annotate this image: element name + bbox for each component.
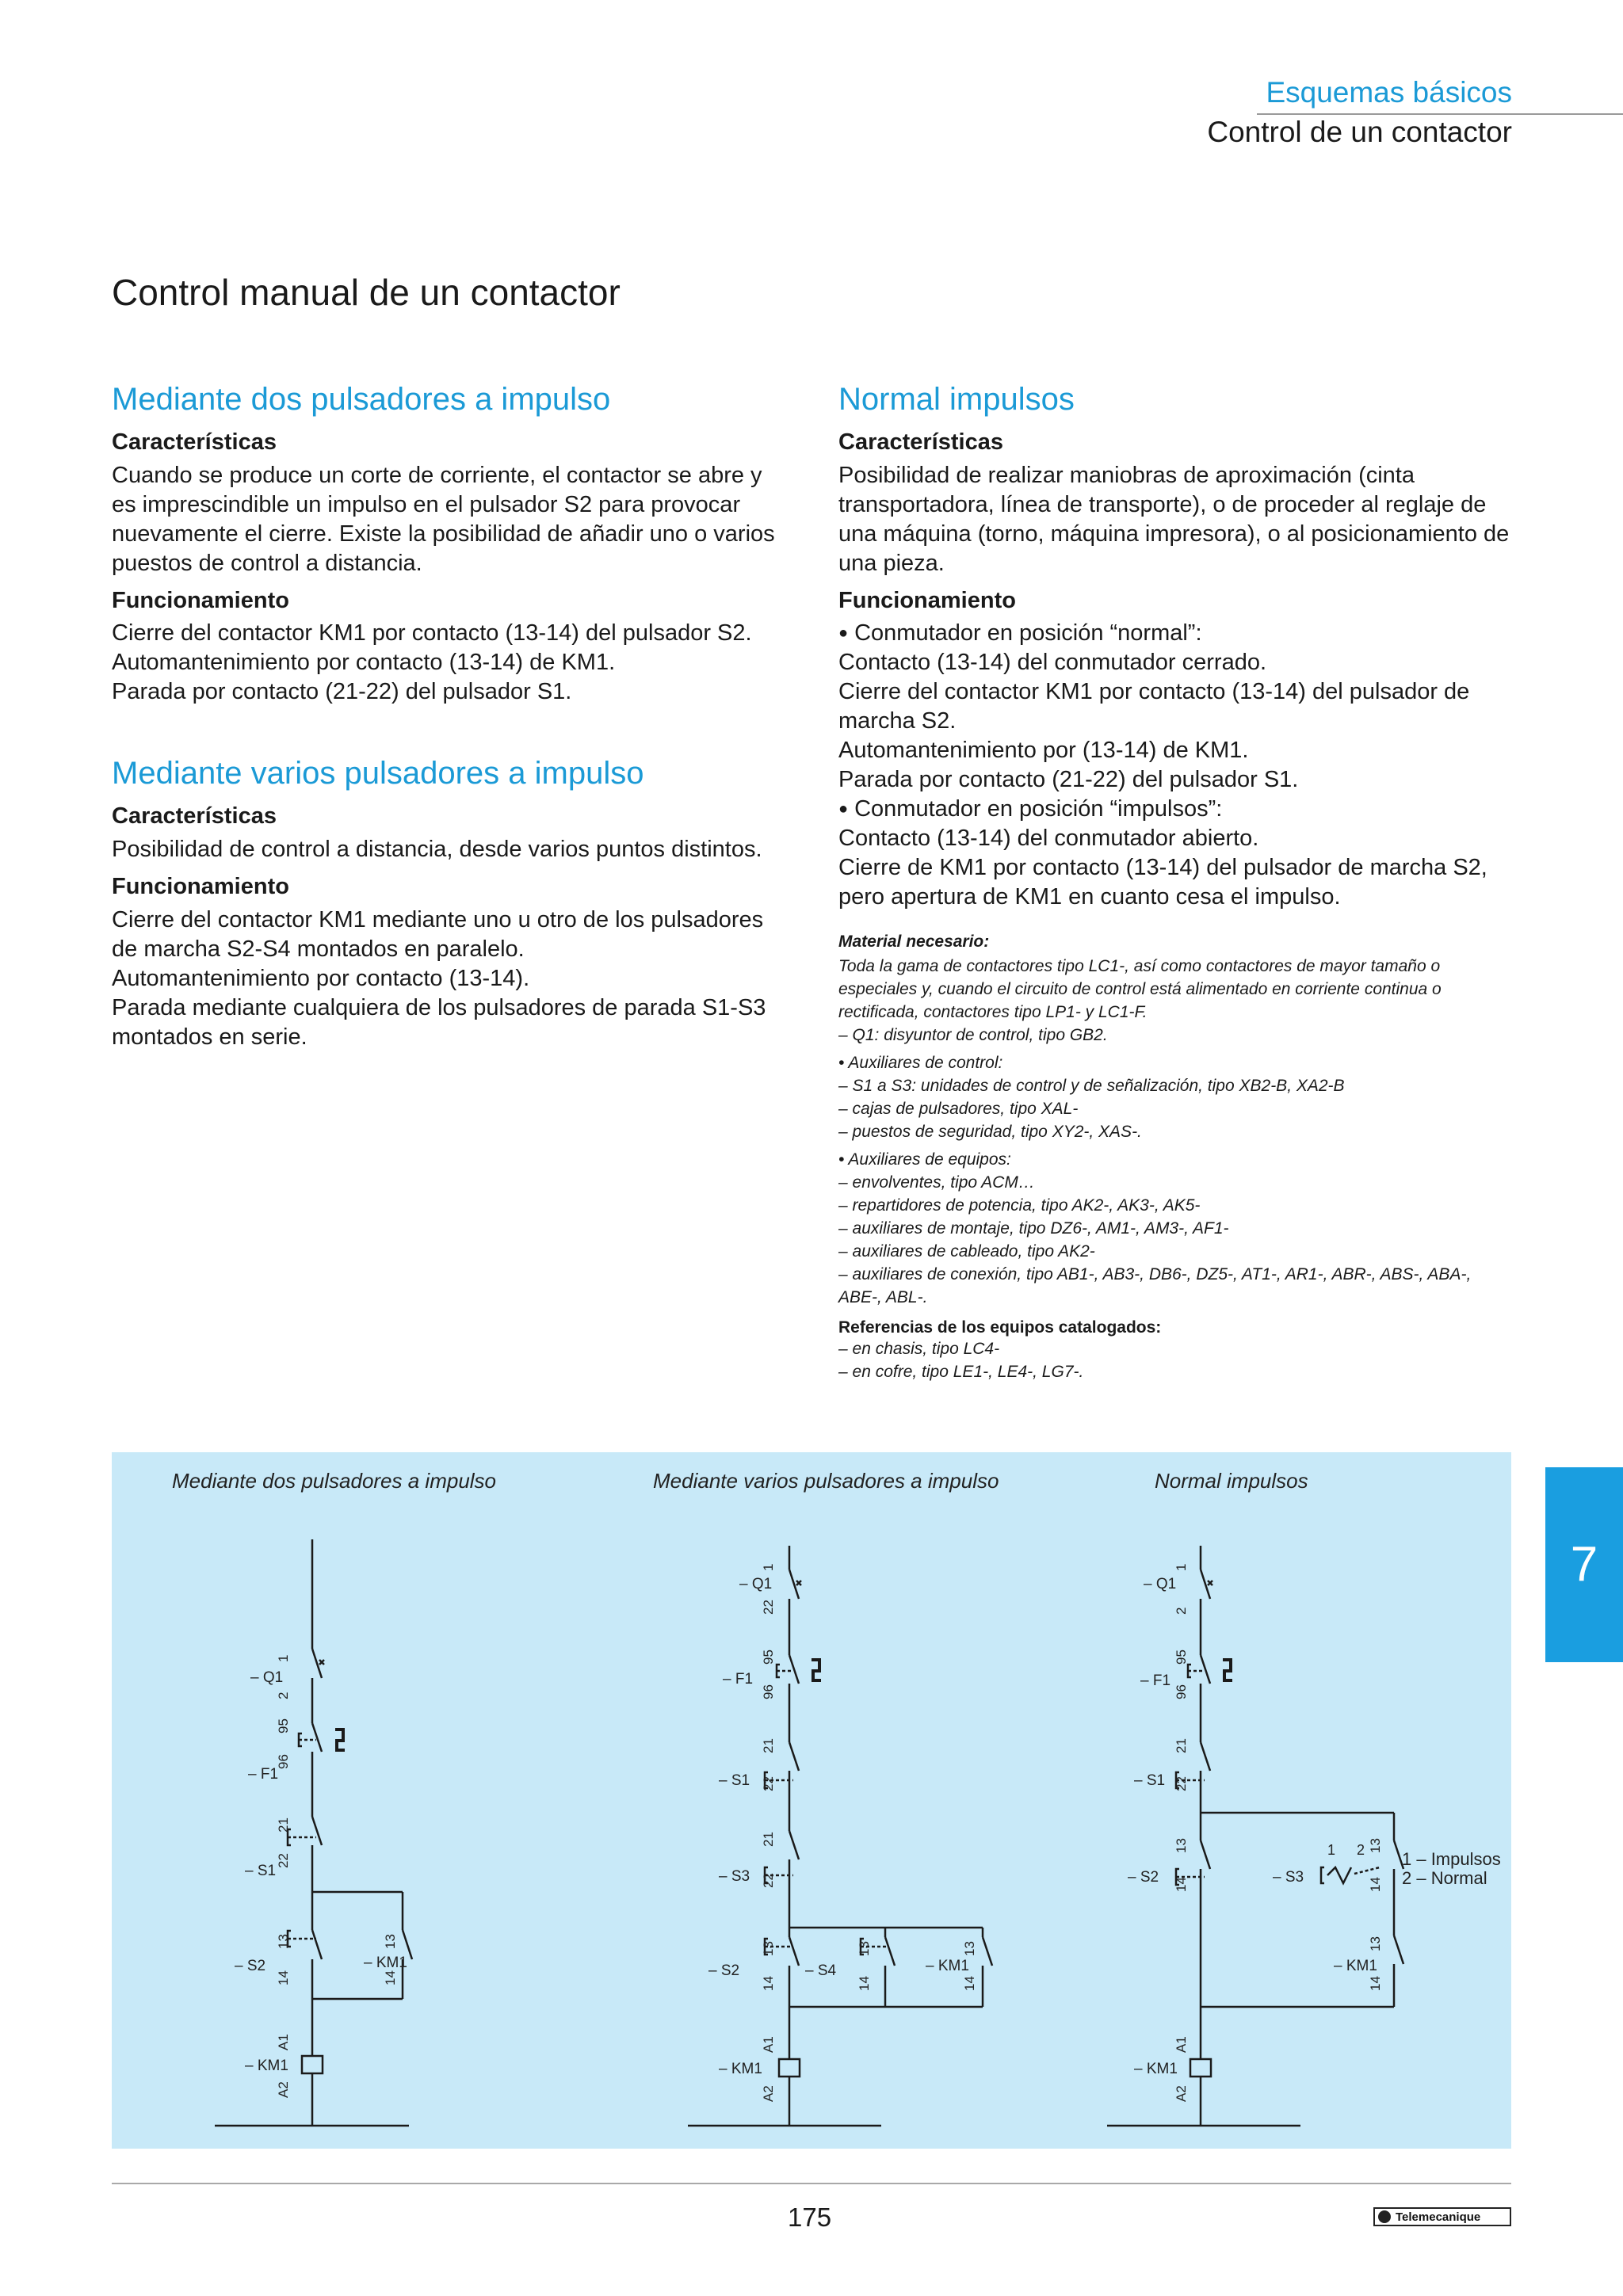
control-aux-item: – puestos de seguridad, tipo XY2-, XAS-.	[838, 1123, 1142, 1142]
terminal-label: 96	[761, 1684, 776, 1699]
terminal-label: 1	[761, 1563, 776, 1571]
operation-line: Cierre del contactor KM1 por contacto (13-14) del pulsador S2.	[112, 620, 752, 646]
operation-line: Parada por contacto (21-22) del pulsador S1.	[838, 767, 1299, 793]
operation-line: Contacto (13-14) del conmutador abierto.	[838, 826, 1259, 852]
terminal-label: 13	[857, 1941, 872, 1956]
equipment-aux-heading: • Auxiliares de equipos:	[838, 1150, 1011, 1169]
terminal-label: 21	[761, 1738, 776, 1753]
header-rule	[1257, 113, 1623, 115]
operation-line: Cierre de KM1 por contacto (13-14) del pulsador de marcha S2, pero apertura de KM1 en cuanto cesa el impulso.	[838, 855, 1487, 910]
f1-label: – F1	[248, 1766, 279, 1783]
q1-label: – Q1	[1144, 1576, 1177, 1592]
control-aux-item: – S1 a S3: unidades de control y de señalización, tipo XB2-B, XA2-B	[838, 1077, 1345, 1096]
s2-label: – S2	[1128, 1869, 1159, 1886]
page-subtitle: Control de un contactor	[1207, 116, 1512, 148]
operation-line: Cierre del contactor KM1 por contacto (13-14) del pulsador de marcha S2.	[838, 679, 1470, 734]
footer-rule	[112, 2183, 1511, 2184]
s2-label: – S2	[235, 1958, 266, 1974]
terminal-label: 21	[761, 1832, 776, 1847]
km1-contact-label: – KM1	[364, 1955, 407, 1971]
terminal-label: 13	[761, 1941, 776, 1956]
terminal-label: 96	[1174, 1684, 1189, 1699]
f1-label: – F1	[1140, 1672, 1171, 1689]
characteristics-text: Posibilidad de control a distancia, desde varios puntos distintos.	[112, 837, 762, 863]
terminal-label: 2	[276, 1691, 291, 1699]
operation-bullet: ● Conmutador en posición “impulsos”:	[838, 795, 1512, 824]
s1-label: – S1	[1134, 1772, 1166, 1789]
terminal-label: 14	[761, 1976, 776, 1991]
characteristics-heading: Características	[112, 803, 277, 830]
operation-line: Automantenimiento por contacto (13-14).	[112, 965, 530, 991]
terminal-label: 21	[1174, 1738, 1189, 1753]
terminal-label: 95	[761, 1650, 776, 1665]
material-q1: – Q1: disyuntor de control, tipo GB2.	[838, 1026, 1108, 1045]
q1-label: – Q1	[250, 1669, 284, 1686]
terminal-label: 14	[1368, 1877, 1383, 1892]
left-column	[112, 380, 785, 1052]
position-label: 2	[1357, 1842, 1365, 1858]
legend-impulses: 1 – Impulsos	[1402, 1849, 1501, 1869]
diagram-several-buttons	[653, 1469, 999, 2126]
characteristics-text: Posibilidad de realizar maniobras de aproximación (cinta transportadora, línea de transporte), o de proceder al reglaje de una máquina (torno, máquina impresora), o al posicionamiento de una pieza.	[838, 462, 1510, 576]
material-intro: Toda la gama de contactores tipo LC1-, así como contactores de mayor tamaño o especiales y, cuando el circuito de control está alimentado en corriente continua o rectificada, contactores tipo LP1- y LC1-F.	[838, 957, 1442, 1022]
s4-label: – S4	[805, 1962, 837, 1979]
terminal-label: 1	[276, 1654, 291, 1662]
section-heading-several-buttons: Mediante varios pulsadores a impulso	[112, 756, 644, 791]
terminal-label: 13	[383, 1934, 398, 1949]
terminal-label: 22	[1174, 1776, 1189, 1791]
operation-bullet: ● Conmutador en posición “normal”:	[838, 619, 1512, 648]
references-heading: Referencias de los equipos catalogados:	[838, 1318, 1162, 1337]
terminal-label: A1	[276, 2034, 291, 2050]
wiring-diagrams-panel	[112, 1452, 1511, 2149]
section-heading-two-buttons: Mediante dos pulsadores a impulso	[112, 382, 611, 417]
f1-label: – F1	[723, 1671, 754, 1688]
material-heading: Material necesario:	[838, 933, 990, 952]
terminal-label: 13	[1174, 1838, 1189, 1853]
s2-label: – S2	[708, 1962, 740, 1979]
terminal-label: A2	[1174, 2085, 1189, 2102]
equipment-aux-item: – auxiliares de montaje, tipo DZ6-, AM1-, AM3-, AF1-	[838, 1219, 1229, 1238]
terminal-label: A1	[761, 2036, 776, 2053]
brand-logo	[1373, 2207, 1511, 2226]
control-aux-item: – cajas de pulsadores, tipo XAL-	[838, 1100, 1079, 1119]
terminal-label: 95	[276, 1718, 291, 1733]
required-material	[838, 933, 1512, 1383]
section-tag: Esquemas básicos	[1266, 76, 1512, 109]
reference-item: – en cofre, tipo LE1-, LE4-, LG7-.	[838, 1363, 1084, 1382]
operation-heading: Funcionamiento	[838, 587, 1016, 613]
page-number: 175	[788, 2203, 832, 2232]
diagram-normal-impulses	[1107, 1469, 1501, 2126]
terminal-label: 22	[276, 1853, 291, 1868]
terminal-label: 13	[276, 1934, 291, 1949]
operation-line: Contacto (13-14) del conmutador cerrado.	[838, 650, 1267, 676]
terminal-label: 95	[1174, 1650, 1189, 1665]
terminal-label: 1	[1174, 1563, 1189, 1571]
terminal-label: 14	[276, 1970, 291, 1985]
characteristics-heading: Características	[112, 429, 277, 455]
terminal-label: 13	[962, 1941, 977, 1956]
reference-item: – en chasis, tipo LC4-	[838, 1340, 1000, 1359]
km1-contact-label: – KM1	[926, 1958, 969, 1974]
operation-heading: Funcionamiento	[112, 587, 289, 613]
terminal-label: 22	[761, 1776, 776, 1791]
terminal-label: 14	[857, 1976, 872, 1991]
terminal-label: 21	[276, 1817, 291, 1833]
terminal-label: 96	[276, 1754, 291, 1769]
page-title: Control manual de un contactor	[112, 272, 621, 313]
control-aux-heading: • Auxiliares de control:	[838, 1054, 1003, 1073]
brand-name: Telemecanique	[1396, 2210, 1481, 2224]
km1-contact-label: – KM1	[1334, 1958, 1377, 1974]
operation-line: Cierre del contactor KM1 mediante uno u otro de los pulsadores de marcha S2-S4 montados en paralelo.	[112, 906, 764, 962]
operation-line: Automantenimiento por (13-14) de KM1.	[838, 738, 1249, 764]
right-column	[838, 380, 1512, 1383]
terminal-label: 14	[1368, 1976, 1383, 1991]
terminal-label: 22	[761, 1873, 776, 1888]
terminal-label: 13	[1368, 1936, 1383, 1951]
equipment-aux-item: – repartidores de potencia, tipo AK2-, AK3-, AK5-	[838, 1196, 1201, 1215]
terminal-label: 14	[1174, 1877, 1189, 1892]
diagram-two-buttons	[172, 1469, 496, 2126]
terminal-label: A2	[761, 2085, 776, 2102]
terminal-label: 22	[761, 1600, 776, 1615]
diagram-title: Mediante varios pulsadores a impulso	[653, 1469, 999, 1493]
equipment-aux-item: – auxiliares de conexión, tipo AB1-, AB3-, DB6-, DZ5-, AT1-, AR1-, ABR-, ABS-, ABA-, ABE-, ABL-.	[838, 1265, 1472, 1307]
operation-heading: Funcionamiento	[112, 874, 289, 900]
legend-normal: 2 – Normal	[1402, 1868, 1487, 1888]
operation-line: Automantenimiento por contacto (13-14) de KM1.	[112, 650, 616, 676]
terminal-label: A1	[1174, 2036, 1189, 2053]
brand-mark-icon	[1378, 2210, 1391, 2223]
characteristics-text: Cuando se produce un corte de corriente, el contactor se abre y es imprescindible un impulso en el pulsador S2 para provocar nuevamente el cierre. Existe la posibilidad de añadir uno o varios puestos de control a distancia.	[112, 462, 775, 576]
terminal-label: 2	[1174, 1607, 1189, 1615]
terminal-label: 13	[1368, 1838, 1383, 1853]
equipment-aux-item: – auxiliares de cableado, tipo AK2-	[838, 1242, 1095, 1261]
wiring-diagrams	[112, 1452, 1511, 2149]
terminal-label: 14	[962, 1976, 977, 1991]
chapter-tab: 7	[1545, 1467, 1623, 1662]
s1-label: – S1	[719, 1772, 750, 1789]
q1-label: – Q1	[739, 1576, 773, 1592]
diagram-title: Mediante dos pulsadores a impulso	[172, 1469, 497, 1493]
km1-coil-label: – KM1	[245, 2058, 288, 2074]
position-label: 1	[1327, 1842, 1336, 1858]
section-heading-normal-impulses: Normal impulsos	[838, 382, 1075, 417]
km1-coil-label: – KM1	[1134, 2061, 1178, 2077]
equipment-aux-item: – envolventes, tipo ACM…	[838, 1173, 1035, 1192]
s1-label: – S1	[245, 1863, 277, 1879]
operation-line: Parada por contacto (21-22) del pulsador S1.	[112, 679, 572, 705]
terminal-label: 14	[383, 1970, 398, 1985]
operation-line: Parada mediante cualquiera de los pulsadores de parada S1-S3 montados en serie.	[112, 994, 766, 1050]
s3-label: – S3	[1273, 1869, 1304, 1886]
terminal-label: A2	[276, 2081, 291, 2098]
s3-label: – S3	[719, 1868, 750, 1885]
characteristics-heading: Características	[838, 429, 1003, 455]
km1-coil-label: – KM1	[719, 2061, 762, 2077]
diagram-title: Normal impulsos	[1155, 1469, 1308, 1493]
